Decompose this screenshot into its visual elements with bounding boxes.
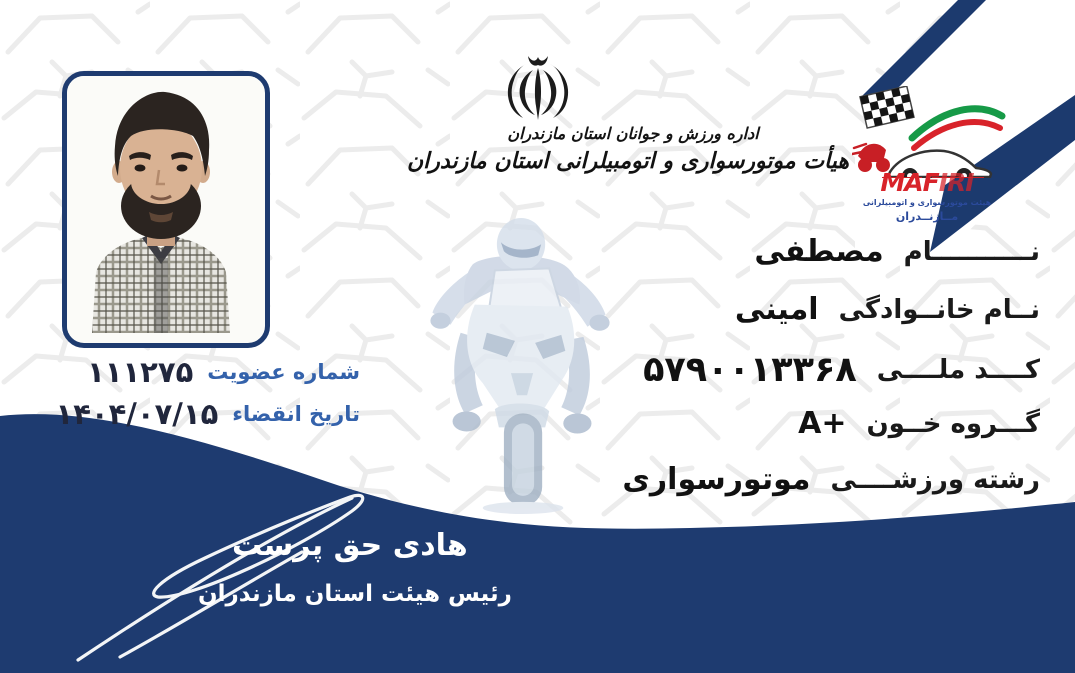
logo-iri-text: IRI [938,168,974,197]
field-value-sport: موتورسواری [622,462,811,497]
logo-region: مــازنــدران [895,210,959,223]
membership-number-value: ۱۱۱۲۷۵ [87,355,194,389]
field-value-name: مصطفی [754,234,884,269]
org-title-line1: اداره ورزش و جوانان استان مازندران [507,124,759,143]
field-label-name: نـــــــــــام [903,236,1040,267]
membership-number-label: شماره عضویت [207,360,360,384]
logo-maf-text: MAF [880,168,939,197]
field-value-family-name: امینی [734,292,819,327]
expiry-date-value: ۱۴۰۴/۰۷/۱۵ [55,397,219,431]
signatory-title: رئیس هیئت استان مازندران [198,581,512,607]
expiry-date-label: تاریخ انقضاء [232,402,360,426]
field-value-blood-group: A+ [798,406,847,441]
signatory-name: هادی حق پرست [232,528,468,563]
logo-subtitle: هیئت موتورسواری و اتومبیلرانی [862,198,992,207]
field-label-national-code: کــــد ملــــی [876,355,1040,385]
field-label-sport: رشته ورزشــــی [830,464,1040,495]
field-label-family-name: نــام خانــوادگی [838,294,1040,325]
org-title-line2: هیأت موتورسواری و اتومبیلرانی استان مازندران [407,149,849,174]
field-value-national-code: ۵۷۹۰۰۱۳۳۶۸ [643,350,857,390]
field-label-blood-group: گـــروه خــون [866,408,1040,439]
